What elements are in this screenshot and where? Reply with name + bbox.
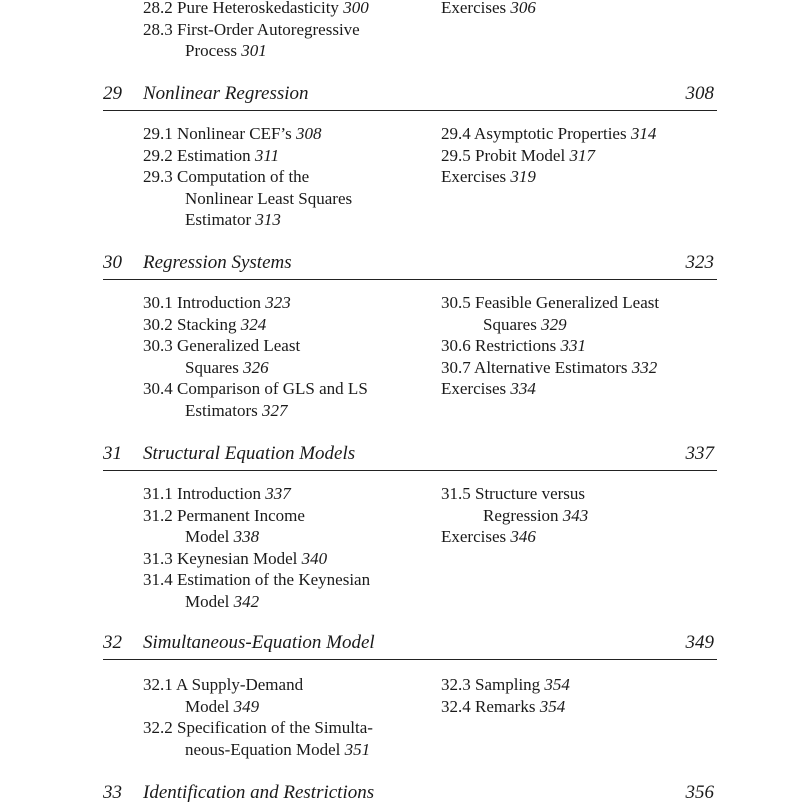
entry-page-number: 327	[261, 400, 288, 420]
chapter-rule	[103, 279, 717, 280]
toc-entry	[441, 0, 536, 18]
entry-page-number: 334	[510, 379, 536, 398]
entry-text: Model	[185, 696, 234, 716]
entry-page-number: 340	[301, 548, 328, 568]
toc-entry	[143, 19, 360, 40]
entry-text: 31.5 Structure versus	[441, 484, 586, 503]
entry-text: 31.4 Estimation of the Keynesian	[143, 570, 371, 589]
chapter-title: Identification and Restrictions	[143, 782, 375, 803]
chapter-page-number: 349	[685, 632, 714, 653]
toc-entry	[441, 696, 565, 717]
entry-text: 30.1 Introduction	[143, 293, 266, 312]
entry-page-number: 338	[233, 527, 260, 546]
chapter-number: 32	[103, 632, 122, 653]
chapter-number: 29	[103, 83, 122, 104]
chapter-page-number: 308	[685, 83, 714, 104]
entry-text: 28.2 Pure Heteroskedasticity	[143, 0, 344, 17]
toc-entry	[441, 166, 536, 187]
entry-page-number: 326	[243, 357, 269, 377]
entry-page-number: 337	[265, 484, 291, 503]
chapter-number: 31	[103, 443, 122, 464]
entry-page-number: 311	[254, 145, 280, 165]
entry-page-number: 349	[233, 696, 260, 716]
toc-entry	[441, 378, 536, 399]
entry-page-number: 329	[541, 314, 567, 334]
entry-page-number: 300	[343, 0, 369, 17]
chapter-page-number: 337	[685, 443, 714, 464]
toc-entry	[143, 335, 300, 356]
toc-entry	[441, 292, 659, 313]
entry-text: 29.2 Estimation	[143, 145, 255, 165]
chapter-rule	[103, 659, 717, 660]
entry-text: 29.5 Probit Model	[441, 145, 570, 165]
entry-text: 29.4 Asymptotic Properties	[441, 124, 631, 143]
entry-text: Nonlinear Least Squares	[185, 188, 353, 208]
entry-text: Regression	[483, 505, 563, 525]
toc-entry	[185, 400, 287, 421]
toc-entry	[143, 314, 266, 335]
entry-text: 31.3 Keynesian Model	[143, 548, 302, 568]
chapter-page-number: 356	[685, 782, 714, 803]
chapter-title: Structural Equation Models	[143, 443, 356, 464]
toc-entry	[185, 209, 281, 230]
entry-text: 32.1 A Supply-Demand	[143, 675, 304, 694]
entry-text: Squares	[483, 314, 542, 334]
entry-text: neous-Equation Model	[185, 739, 345, 759]
entry-text: 29.3 Computation of the	[143, 167, 310, 186]
chapter-number: 33	[103, 782, 122, 803]
entry-text: 31.2 Permanent Income	[143, 505, 305, 525]
entry-text: Estimators	[185, 400, 262, 420]
toc-entry	[185, 40, 267, 61]
entry-page-number: 331	[560, 336, 586, 355]
entry-text: Exercises	[441, 527, 511, 546]
toc-entry	[441, 145, 595, 166]
entry-page-number: 317	[569, 145, 595, 165]
entry-page-number: 314	[630, 124, 657, 143]
toc-entry	[143, 483, 291, 504]
toc-entry	[143, 123, 322, 144]
toc-entry	[143, 548, 327, 569]
entry-page-number: 351	[344, 739, 371, 759]
entry-page-number: 346	[510, 527, 536, 546]
toc-entry	[185, 591, 259, 612]
entry-page-number: 354	[544, 675, 570, 694]
entry-text: Model	[185, 591, 234, 611]
entry-page-number: 343	[562, 505, 589, 525]
entry-text: 30.2 Stacking	[143, 314, 241, 334]
entry-page-number: 323	[265, 293, 291, 312]
entry-text: 30.3 Generalized Least	[143, 336, 301, 355]
toc-entry	[185, 526, 259, 547]
toc-entry	[185, 739, 370, 760]
entry-text: 32.2 Specification of the Simulta-	[143, 718, 373, 737]
entry-text: 29.1 Nonlinear CEF’s	[143, 124, 296, 143]
entry-text: 30.4 Comparison of GLS and LS	[143, 379, 368, 398]
entry-page-number: 332	[631, 357, 658, 377]
toc-entry	[143, 569, 370, 590]
entry-page-number: 342	[233, 591, 260, 611]
toc-entry	[143, 0, 369, 18]
entry-text: 30.5 Feasible Generalized Least	[441, 293, 660, 312]
toc-entry	[143, 674, 303, 695]
entry-text: Model	[185, 527, 234, 546]
toc-entry	[185, 696, 259, 717]
toc-entry	[143, 505, 305, 526]
toc-entry	[441, 483, 585, 504]
toc-entry	[483, 314, 567, 335]
entry-text: Exercises	[441, 379, 511, 398]
toc-entry	[483, 505, 588, 526]
chapter-title: Nonlinear Regression	[143, 83, 309, 104]
entry-text: 31.1 Introduction	[143, 484, 266, 503]
toc-entry	[143, 145, 279, 166]
entry-text: Estimator	[185, 210, 256, 229]
entry-page-number: 324	[240, 314, 267, 334]
entry-text: Exercises	[441, 0, 511, 17]
chapter-rule	[103, 470, 717, 471]
toc-entry	[441, 357, 657, 378]
toc-entry	[143, 292, 291, 313]
chapter-rule	[103, 110, 717, 111]
entry-text: 28.3 First-Order Autoregressive	[143, 19, 360, 39]
toc-entry	[143, 378, 368, 399]
toc-entry	[441, 123, 656, 144]
entry-page-number: 313	[255, 210, 281, 229]
entry-page-number: 319	[510, 167, 536, 186]
entry-page-number: 306	[510, 0, 536, 17]
entry-page-number: 354	[539, 696, 566, 716]
entry-text: 32.3 Sampling	[441, 675, 545, 694]
entry-text: Process	[185, 41, 242, 60]
entry-text: 32.4 Remarks	[441, 696, 540, 716]
entry-page-number: 301	[241, 41, 267, 60]
toc-entry	[441, 526, 536, 547]
toc-entry	[143, 717, 373, 738]
entry-text: 30.6 Restrictions	[441, 336, 561, 355]
toc-entry	[143, 166, 309, 187]
toc-entry	[441, 335, 586, 356]
chapter-title: Regression Systems	[143, 252, 292, 273]
entry-text: Squares	[185, 357, 244, 377]
toc-entry	[185, 188, 352, 209]
chapter-title: Simultaneous-Equation Model	[143, 632, 375, 653]
chapter-page-number: 323	[685, 252, 714, 273]
entry-text: 30.7 Alternative Estimators	[441, 357, 632, 377]
chapter-number: 30	[103, 252, 122, 273]
entry-page-number: 308	[296, 124, 322, 143]
toc-entry	[185, 357, 269, 378]
toc-entry	[441, 674, 570, 695]
entry-text: Exercises	[441, 167, 511, 186]
